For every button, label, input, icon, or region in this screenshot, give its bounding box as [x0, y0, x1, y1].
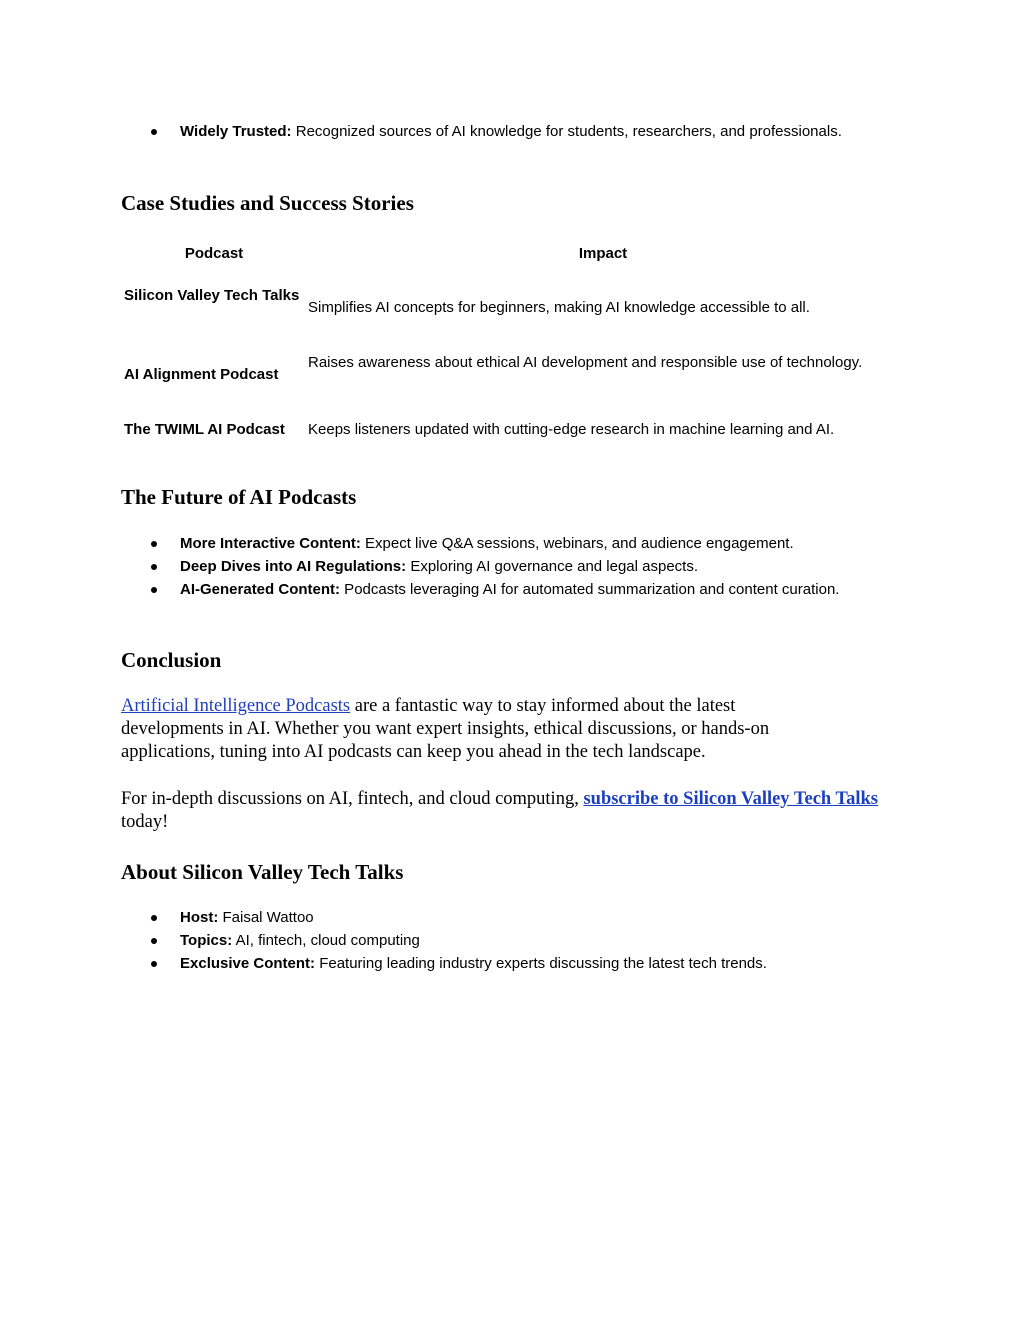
subscribe-link[interactable]: subscribe to Silicon Valley Tech Talks — [583, 789, 879, 809]
bullet-text: Recognized sources of AI knowledge for students, researchers, and professionals. — [291, 123, 842, 140]
bullet-item — [150, 929, 870, 952]
bullet-text: Expect live Q&A sessions, webinars, and audience engagement. — [360, 535, 794, 552]
about-bullet-list — [150, 906, 870, 975]
bullet-item — [150, 555, 870, 578]
table-cell-impact: Keeps listeners updated with cutting-edge research in machine learning and AI. — [308, 421, 835, 438]
table-cell-podcast: The TWIML AI Podcast — [124, 421, 285, 438]
bullet-text: Podcasts leveraging AI for automated summarization and content curation. — [340, 581, 840, 598]
subscribe-suffix: today! — [121, 812, 169, 832]
bullet-text: Exploring AI governance and legal aspects. — [406, 558, 699, 575]
bullet-text: AI, fintech, cloud computing — [232, 932, 420, 949]
bullet-item — [150, 532, 870, 555]
bullet-label: AI-Generated Content: — [180, 581, 341, 598]
bullet-label: Host: — [180, 909, 219, 926]
top-bullet-list — [150, 120, 870, 143]
table-cell-impact: Raises awareness about ethical AI development and responsible use of technology. — [308, 354, 863, 371]
conclusion-paragraph-text: are a fantastic way to stay informed about the latest developments in AI. Whether you want expert insights, ethical discussions, or hands-on applications, tuning into AI podcasts can keep you ahead in the tech landscape. — [121, 696, 770, 762]
future-bullet-list — [150, 532, 870, 601]
bullet-item — [150, 578, 870, 601]
bullet-label: More Interactive Content: — [180, 535, 361, 552]
subscribe-prefix: For in-depth discussions on AI, fintech, and cloud computing, — [121, 789, 584, 809]
table-cell-podcast: AI Alignment Podcast — [124, 366, 279, 383]
future-heading: The Future of AI Podcasts — [121, 485, 357, 509]
bullet-item — [150, 906, 870, 929]
table-header-podcast: Podcast — [184, 245, 244, 262]
bullet-text: Featuring leading industry experts discussing the latest tech trends. — [315, 955, 767, 972]
bullet-label: Deep Dives into AI Regulations: — [180, 558, 407, 575]
bullet-item — [150, 952, 870, 975]
ai-podcasts-link[interactable]: Artificial Intelligence Podcasts — [121, 696, 351, 716]
bullet-label: Topics: — [180, 932, 233, 949]
case-studies-heading: Case Studies and Success Stories — [121, 191, 414, 215]
table-cell-podcast: Silicon Valley Tech Talks — [124, 287, 300, 304]
table-header-impact: Impact — [578, 245, 628, 262]
conclusion-paragraph — [121, 695, 821, 764]
bullet-item — [150, 120, 870, 143]
bullet-label: Exclusive Content: — [180, 955, 316, 972]
about-heading: About Silicon Valley Tech Talks — [121, 860, 404, 884]
conclusion-heading: Conclusion — [121, 648, 222, 672]
bullet-text: Faisal Wattoo — [218, 909, 314, 926]
table-cell-impact: Simplifies AI concepts for beginners, making AI knowledge accessible to all. — [308, 299, 810, 316]
subscribe-paragraph — [121, 788, 911, 834]
bullet-label: Widely Trusted: — [180, 123, 292, 140]
